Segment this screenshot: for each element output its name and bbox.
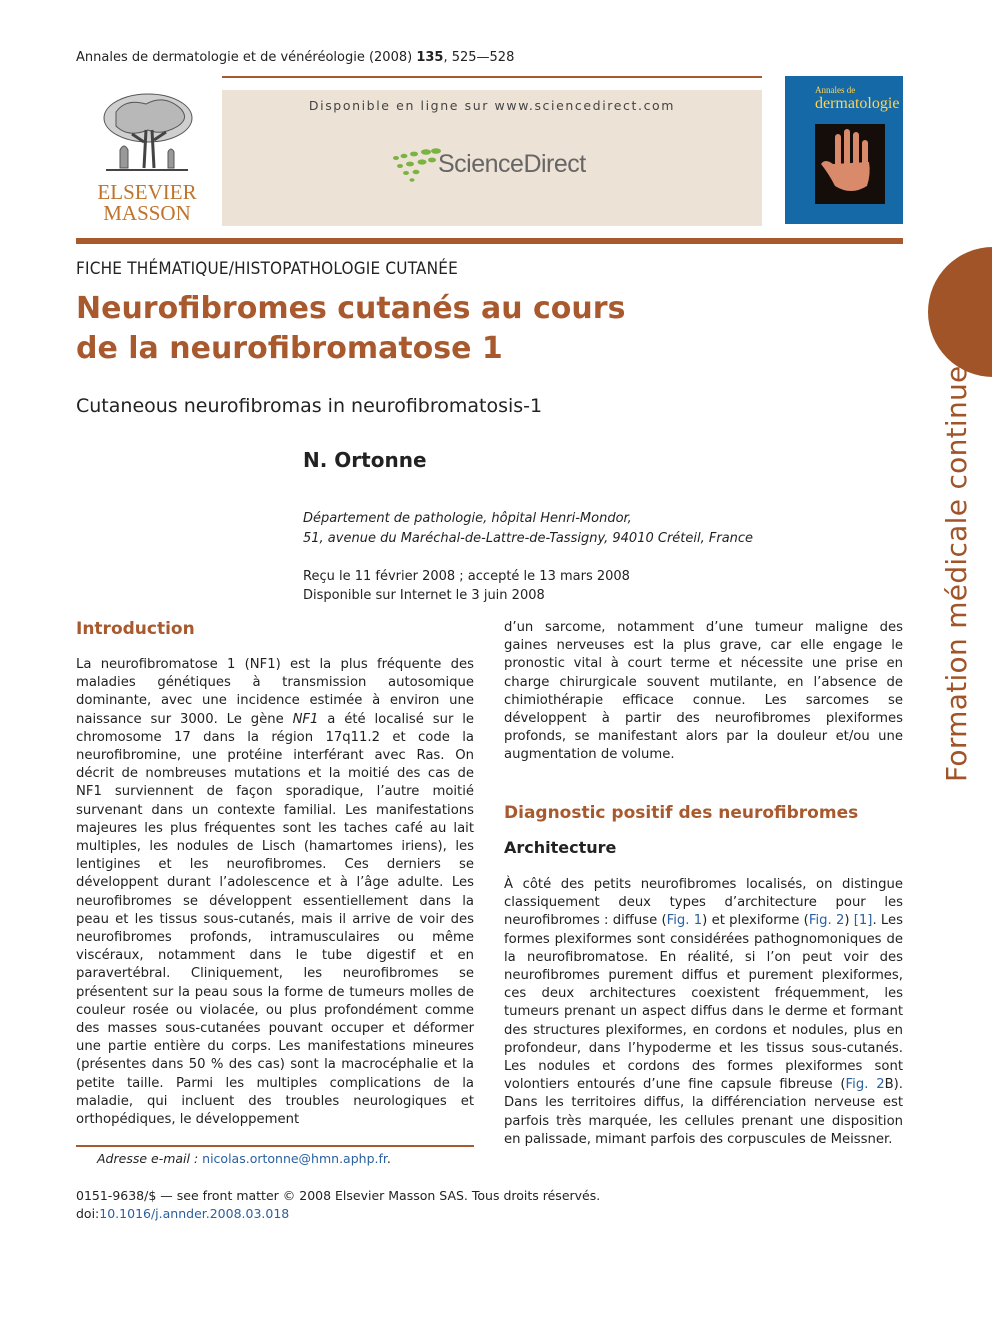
- reference-1-link[interactable]: [1]: [853, 913, 873, 929]
- article-subtitle: Cutaneous neurofibromas in neurofibromatosis-1: [76, 395, 543, 417]
- journal-cover-image: [785, 76, 903, 224]
- doi-link[interactable]: 10.1016/j.annder.2008.03.018: [99, 1206, 290, 1221]
- architecture-paragraph: À côté des petits neurofibromes localisés, on distingue classiquement deux types d’architecture pour les neurofibromes : diffuse (Fig. 1) et plexiforme (Fig. 2) [1]. Les formes plexiformes sont considérées pathognomoniques de la neurofibromatose. En réalité, si l’on peut voir des neurofibromes purement diffus et purement plexiformes, ces deux architectures coexistent fréquemment, les tumeurs prenant un aspect diffus dans le derme et formant des structures plexiformes, en cordons et nodules, plus en profondeur, dans l’hypoderme et les tissus sous-cutanés. Les nodules et cordons des formes plexiformes sont volontiers entourés d’une fine capsule fibreuse (Fig. 2B). Dans les territoires diffus, la différenciation nerveuse est parfois très marquée, les cellules prenant une disposition en palissade, mimant parfois des corpuscules de Meissner.: [504, 877, 904, 1147]
- sciencedirect-dots-icon: [390, 146, 442, 186]
- diagnostic-heading: Diagnostic positif des neurofibromes: [504, 803, 859, 823]
- elsevier-masson-logo: [88, 86, 206, 228]
- elsevier-wordmark: ELSEVIER: [97, 180, 197, 204]
- architecture-heading: Architecture: [504, 838, 617, 857]
- introduction-heading: Introduction: [76, 619, 195, 639]
- article-title: Neurofibromes cutanés au cours de la neurofibromatose 1: [76, 291, 626, 366]
- author-name: N. Ortonne: [303, 448, 427, 472]
- figure-2-link[interactable]: Fig. 2: [808, 913, 845, 929]
- available-online-text: Disponible en ligne sur www.sciencedirect.com: [308, 98, 676, 113]
- masson-wordmark: MASSON: [103, 201, 191, 225]
- side-section-label: Formation médicale continue: [940, 365, 973, 782]
- footnote-rule: [76, 1145, 474, 1147]
- introduction-paragraph: La neurofibromatose 1 (NF1) est la plus fréquente des maladies génétiques à transmission autosomique dominante, avec une incidence estimée à environ une naissance sur 3000. Le gène NF1 a été localisé sur le chromosome 17 dans la région 17q11.2 et code la neurofibromine, une protéine interférant avec Ras. On décrit de nombreuses mutations et la moitié des cas de NF1 surviennent de façon sporadique, l’autre moitié survenant dans un contexte familial. Les manifestations majeures les plus fréquentes sont les taches café au lait multiples, les nodules de Lisch (hamartomes iriens), les lentigines et les neurofibromes. Ces derniers se développent durant l’adolescence et à l’âge adulte. Les neurofibromes se développent essentiellement dans la peau et les tissus sous-cutanés, mais il arrive de voir des neurofibromes profonds, intramusculaires ou même viscéraux, notamment dans le tube digestif et en paravertébral. Cliniquement, les neurofibromes se présentent sur la peau sous la forme de tumeurs molles de couleur rosée ou violacée, ou plus profondément comme des masses sous-cutanées pouvant occuper et déformer une partie entière du corps. Les manifestations mineures (présentes dans 50 % des cas) sont la macrocéphalie et la petite taille. Parmi les multiples complications de la maladie, qui incluent des troubles neurologiques et orthopédiques, le développement: [76, 657, 474, 1128]
- cover-title: Annales de dermatologie: [815, 85, 900, 112]
- sciencedirect-wordmark: ScienceDirect: [438, 150, 586, 178]
- author-email: Adresse e-mail : nicolas.ortonne@hmn.aphp.fr.: [97, 1151, 391, 1166]
- sciencedirect-logo[interactable]: [390, 146, 600, 186]
- journal-reference: Annales de dermatologie et de vénéréologie (2008) 135, 525—528: [76, 50, 515, 65]
- figure-2b-link[interactable]: Fig. 2: [845, 1077, 885, 1093]
- cover-photo: [815, 124, 885, 204]
- header-rule: [222, 76, 762, 78]
- header-box: [222, 90, 762, 226]
- author-affiliation: Département de pathologie, hôpital Henri-Mondor, 51, avenue du Maréchal-de-Lattre-de-Tassigny, 94010 Créteil, France: [303, 511, 754, 546]
- figure-1-link[interactable]: Fig. 1: [666, 913, 703, 929]
- section-label: FICHE THÉMATIQUE/HISTOPATHOLOGIE CUTANÉE: [76, 259, 458, 279]
- email-link[interactable]: nicolas.ortonne@hmn.aphp.fr: [202, 1151, 387, 1166]
- article-dates: Reçu le 11 février 2008 ; accepté le 13 mars 2008 Disponible sur Internet le 3 juin 2008: [303, 569, 630, 603]
- elsevier-tree-icon: [96, 90, 196, 174]
- copyright-notice: 0151-9638/$ — see front matter © 2008 Elsevier Masson SAS. Tous droits réservés. doi:10.1016/j.annder.2008.03.018: [76, 1188, 601, 1221]
- introduction-continuation: d’un sarcome, notamment d’une tumeur maligne des gaines nerveuses est la plus grave, car elle engage le pronostic vital à court terme et nécessite une prise en charge chirurgicale souvent mutilante, en l’absence de chimiothérapie efficace connue. Les sarcomes se développent à partir des neurofibromes plexiformes profonds, se manifestant alors par la douleur et/ou une augmentation de volume.: [504, 620, 903, 763]
- hand-icon: [815, 124, 885, 204]
- side-tab-marker: [928, 247, 992, 377]
- title-rule: [76, 238, 903, 244]
